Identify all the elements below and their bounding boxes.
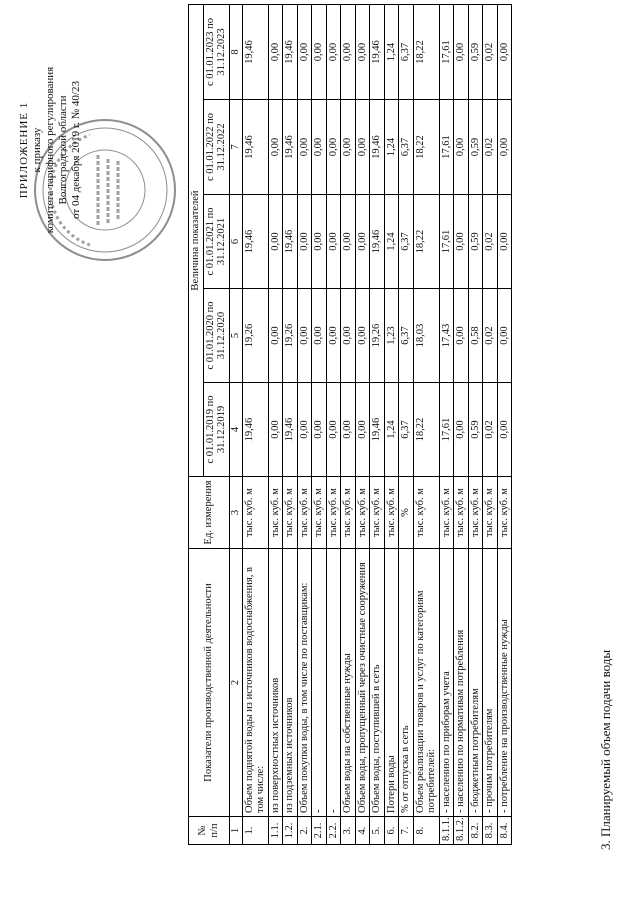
row-value: 0,00 bbox=[355, 383, 370, 477]
row-value: 18,22 bbox=[413, 5, 439, 100]
col-header-period: с 01.01.2021 по 31.12.2021 bbox=[203, 195, 229, 289]
row-value: 0,00 bbox=[326, 100, 341, 195]
row-number: 8.4. bbox=[497, 817, 512, 845]
col-header-period: с 01.01.2023 по 31.12.2023 bbox=[203, 5, 229, 100]
date-line: от 04 декабря 2019 г. № 40/23 bbox=[70, 81, 82, 219]
row-unit: тыс. куб. м bbox=[483, 477, 498, 549]
appendix-label: ПРИЛОЖЕНИЕ 1 bbox=[18, 101, 30, 199]
row-value: 0,00 bbox=[497, 195, 512, 289]
row-value: 0,00 bbox=[355, 100, 370, 195]
row-value: 0,00 bbox=[297, 195, 312, 289]
row-value: 17,61 bbox=[439, 5, 454, 100]
index-cell: 7 bbox=[229, 100, 242, 195]
row-value: 19,46 bbox=[283, 5, 298, 100]
row-unit: тыс. куб. м bbox=[268, 477, 283, 549]
row-value: 0,00 bbox=[341, 100, 356, 195]
row-indicator: - bbox=[326, 549, 341, 817]
row-value: 0,00 bbox=[297, 383, 312, 477]
col-header-period: с 01.01.2019 по 31.12.2019 bbox=[203, 383, 229, 477]
row-number: 6. bbox=[384, 817, 399, 845]
row-value: 0,00 bbox=[454, 5, 469, 100]
row-unit: тыс. куб. м bbox=[384, 477, 399, 549]
col-header-indicator: Показатели производственной деятельности bbox=[189, 549, 230, 817]
row-value: 1,23 bbox=[384, 289, 399, 383]
row-value: 18,22 bbox=[413, 383, 439, 477]
row-value: 0,00 bbox=[497, 5, 512, 100]
row-unit: тыс. куб. м bbox=[283, 477, 298, 549]
section-title: 3. Планируемый объем подачи воды bbox=[598, 649, 613, 850]
row-value: 0,00 bbox=[268, 383, 283, 477]
row-value: 6,37 bbox=[399, 100, 414, 195]
table-row bbox=[454, 5, 469, 845]
row-value: 0,00 bbox=[454, 100, 469, 195]
row-value: 0,00 bbox=[326, 383, 341, 477]
row-indicator: - bbox=[312, 549, 327, 817]
row-value: 18,22 bbox=[413, 100, 439, 195]
table-row bbox=[326, 5, 341, 845]
row-value: 1,24 bbox=[384, 195, 399, 289]
row-value: 0,00 bbox=[326, 195, 341, 289]
row-value: 0,00 bbox=[312, 5, 327, 100]
row-indicator: - населению по нормативам потребления bbox=[454, 549, 469, 817]
row-unit: тыс. куб. м bbox=[242, 477, 268, 549]
table-row bbox=[384, 5, 399, 845]
row-indicator: Объем воды, поступившей в сеть bbox=[370, 549, 385, 817]
row-value: 0,00 bbox=[297, 100, 312, 195]
row-indicator: из подземных источников bbox=[283, 549, 298, 817]
authority-label: комитета тарифного регулирования bbox=[44, 66, 56, 234]
row-value: 19,46 bbox=[242, 5, 268, 100]
row-value: 1,24 bbox=[384, 383, 399, 477]
row-value: 19,26 bbox=[370, 289, 385, 383]
table-row bbox=[370, 5, 385, 845]
row-value: 19,46 bbox=[283, 383, 298, 477]
col-header-period: с 01.01.2022 по 31.12.2022 bbox=[203, 100, 229, 195]
table-row bbox=[399, 5, 414, 845]
row-value: 19,46 bbox=[370, 383, 385, 477]
row-value: 0,00 bbox=[268, 5, 283, 100]
table-row bbox=[283, 5, 298, 845]
row-value: 0,59 bbox=[468, 195, 483, 289]
row-value: 19,46 bbox=[242, 383, 268, 477]
row-value: 18,03 bbox=[413, 289, 439, 383]
row-unit: тыс. куб. м bbox=[341, 477, 356, 549]
row-unit: тыс. куб. м bbox=[497, 477, 512, 549]
row-value: 6,37 bbox=[399, 383, 414, 477]
row-value: 19,46 bbox=[370, 195, 385, 289]
row-value: 19,46 bbox=[370, 100, 385, 195]
row-value: 0,59 bbox=[468, 383, 483, 477]
row-unit: тыс. куб. м bbox=[370, 477, 385, 549]
approval-header bbox=[18, 0, 83, 300]
row-value: 0,00 bbox=[326, 5, 341, 100]
to-order-label: к приказу bbox=[31, 127, 43, 173]
row-value: 6,37 bbox=[399, 195, 414, 289]
index-cell: 3 bbox=[229, 477, 242, 549]
index-cell: 6 bbox=[229, 195, 242, 289]
row-indicator: Потери воды bbox=[384, 549, 399, 817]
row-value: 1,24 bbox=[384, 100, 399, 195]
row-value: 19,46 bbox=[283, 195, 298, 289]
col-header-group: Величина показателей bbox=[189, 5, 204, 477]
row-value: 0,00 bbox=[355, 5, 370, 100]
table-row bbox=[355, 5, 370, 845]
table-row bbox=[341, 5, 356, 845]
col-header-period: с 01.01.2020 по 31.12.2020 bbox=[203, 289, 229, 383]
row-number: 8. bbox=[413, 817, 439, 845]
row-value: 0,00 bbox=[341, 289, 356, 383]
row-indicator: % от отпуска в сеть bbox=[399, 549, 414, 817]
row-value: 0,59 bbox=[468, 5, 483, 100]
row-number: 1. bbox=[242, 817, 268, 845]
row-value: 0,00 bbox=[497, 289, 512, 383]
row-value: 0,00 bbox=[454, 383, 469, 477]
row-number: 2. bbox=[297, 817, 312, 845]
row-value: 0,02 bbox=[483, 100, 498, 195]
row-value: 0,00 bbox=[355, 289, 370, 383]
row-indicator: - прочим потребителям bbox=[483, 549, 498, 817]
row-value: 0,00 bbox=[497, 383, 512, 477]
row-value: 19,46 bbox=[283, 100, 298, 195]
row-value: 6,37 bbox=[399, 289, 414, 383]
table-row bbox=[312, 5, 327, 845]
region-label: Волгоградской области bbox=[57, 95, 69, 205]
table-body bbox=[242, 5, 512, 845]
row-value: 0,00 bbox=[454, 289, 469, 383]
table-row bbox=[242, 5, 268, 845]
row-value: 0,00 bbox=[312, 100, 327, 195]
row-unit: % bbox=[399, 477, 414, 549]
row-value: 0,02 bbox=[483, 383, 498, 477]
row-value: 0,02 bbox=[483, 195, 498, 289]
row-unit: тыс. куб. м bbox=[297, 477, 312, 549]
row-value: 0,00 bbox=[312, 383, 327, 477]
row-indicator: Объем покупки воды, в том числе по поставщикам: bbox=[297, 549, 312, 817]
row-value: 19,46 bbox=[242, 195, 268, 289]
index-cell: 1 bbox=[229, 817, 242, 845]
row-value: 0,00 bbox=[268, 100, 283, 195]
index-cell: 8 bbox=[229, 5, 242, 100]
row-value: 1,24 bbox=[384, 5, 399, 100]
row-unit: тыс. куб. м bbox=[312, 477, 327, 549]
row-number: 2.1. bbox=[312, 817, 327, 845]
row-value: 17,61 bbox=[439, 100, 454, 195]
row-value: 0,00 bbox=[312, 289, 327, 383]
row-indicator: Объем воды на собственные нужды bbox=[341, 549, 356, 817]
table-row bbox=[483, 5, 498, 845]
row-unit: тыс. куб. м bbox=[439, 477, 454, 549]
index-cell: 2 bbox=[229, 549, 242, 817]
row-number: 8.1.1. bbox=[439, 817, 454, 845]
row-indicator: Объем поднятой воды из источников водоснабжения, в том числе: bbox=[242, 549, 268, 817]
row-number: 1.1. bbox=[268, 817, 283, 845]
row-value: 19,26 bbox=[242, 289, 268, 383]
row-value: 0,02 bbox=[483, 289, 498, 383]
table-row bbox=[497, 5, 512, 845]
water-supply-table bbox=[188, 4, 512, 845]
row-indicator: из поверхностных источников bbox=[268, 549, 283, 817]
row-number: 7. bbox=[399, 817, 414, 845]
row-value: 19,26 bbox=[283, 289, 298, 383]
row-number: 4. bbox=[355, 817, 370, 845]
index-cell: 5 bbox=[229, 289, 242, 383]
row-number: 5. bbox=[370, 817, 385, 845]
row-value: 0,00 bbox=[268, 289, 283, 383]
row-unit: тыс. куб. м bbox=[468, 477, 483, 549]
row-value: 17,61 bbox=[439, 195, 454, 289]
row-unit: тыс. куб. м bbox=[326, 477, 341, 549]
row-unit: тыс. куб. м bbox=[413, 477, 439, 549]
row-indicator: - потребление на производственные нужды bbox=[497, 549, 512, 817]
row-value: 0,00 bbox=[268, 195, 283, 289]
row-value: 0,00 bbox=[297, 5, 312, 100]
row-value: 19,46 bbox=[242, 100, 268, 195]
table-row bbox=[268, 5, 283, 845]
row-value: 0,00 bbox=[341, 383, 356, 477]
row-indicator: - бюджетным потребителям bbox=[468, 549, 483, 817]
index-cell: 4 bbox=[229, 383, 242, 477]
row-number: 8.2. bbox=[468, 817, 483, 845]
row-value: 0,00 bbox=[297, 289, 312, 383]
row-number: 8.1.2. bbox=[454, 817, 469, 845]
table-row bbox=[439, 5, 454, 845]
row-value: 0,00 bbox=[341, 195, 356, 289]
row-value: 6,37 bbox=[399, 5, 414, 100]
table-row bbox=[468, 5, 483, 845]
column-index-row bbox=[229, 5, 242, 845]
row-value: 0,00 bbox=[326, 289, 341, 383]
row-unit: тыс. куб. м bbox=[454, 477, 469, 549]
col-header-unit: Ед. измерения bbox=[189, 477, 230, 549]
row-value: 17,43 bbox=[439, 289, 454, 383]
row-number: 1.2. bbox=[283, 817, 298, 845]
table-row bbox=[297, 5, 312, 845]
col-header-no: № п/п bbox=[189, 817, 230, 845]
row-value: 17,61 bbox=[439, 383, 454, 477]
row-number: 3. bbox=[341, 817, 356, 845]
row-value: 0,02 bbox=[483, 5, 498, 100]
row-value: 0,00 bbox=[341, 5, 356, 100]
row-value: 0,00 bbox=[454, 195, 469, 289]
row-value: 0,58 bbox=[468, 289, 483, 383]
row-number: 8.3. bbox=[483, 817, 498, 845]
table-row bbox=[413, 5, 439, 845]
row-indicator: Объем воды, пропущенный через очистные сооружения bbox=[355, 549, 370, 817]
row-indicator: - населению по приборам учета bbox=[439, 549, 454, 817]
row-unit: тыс. куб. м bbox=[355, 477, 370, 549]
row-value: 0,00 bbox=[497, 100, 512, 195]
row-value: 18,22 bbox=[413, 195, 439, 289]
row-number: 2.2. bbox=[326, 817, 341, 845]
row-indicator: Объем реализации товаров и услуг по категориям потребителей: bbox=[413, 549, 439, 817]
row-value: 0,00 bbox=[312, 195, 327, 289]
row-value: 19,46 bbox=[370, 5, 385, 100]
row-value: 0,59 bbox=[468, 100, 483, 195]
row-value: 0,00 bbox=[355, 195, 370, 289]
